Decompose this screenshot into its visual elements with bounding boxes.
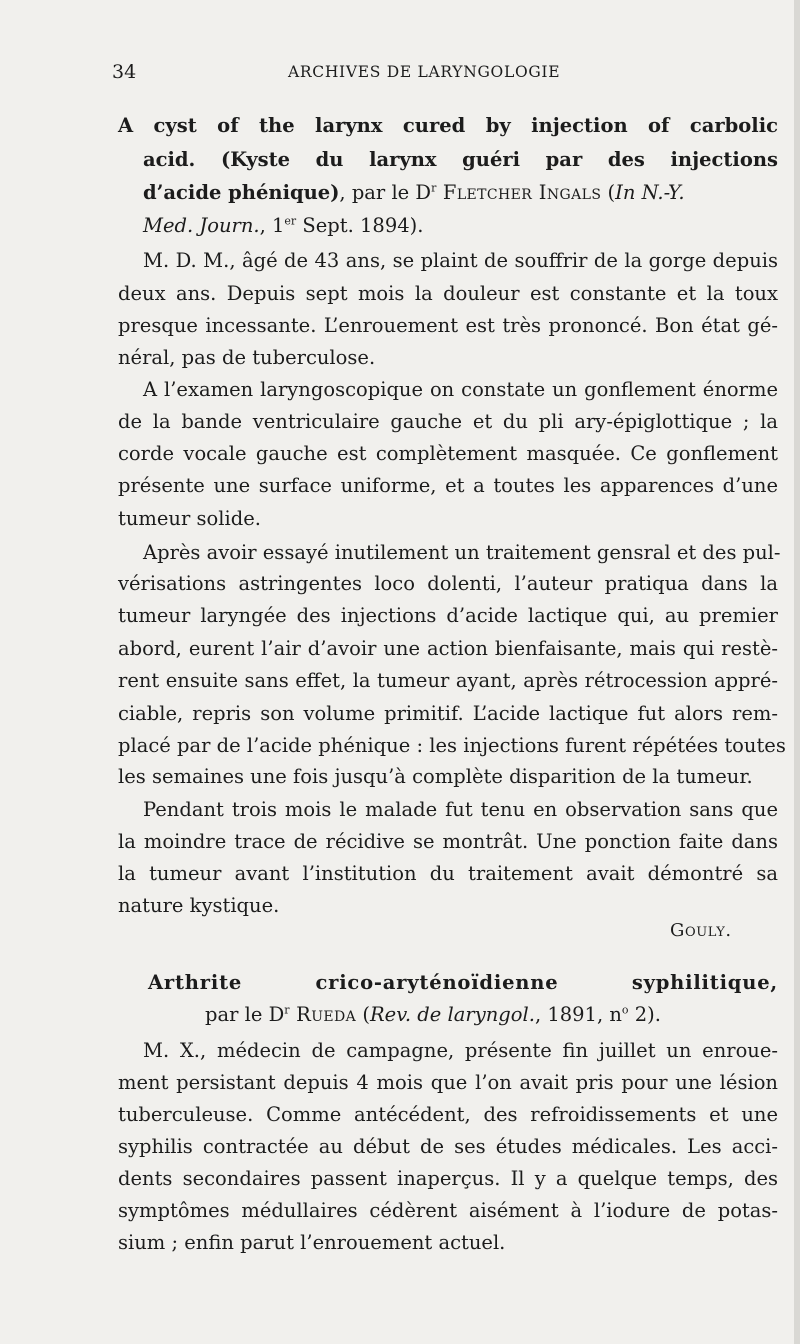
body-line: les semaines une fois jusqu’à complète disparition de la tumeur.: [118, 765, 753, 788]
author-name: Fletcher Ingals: [436, 181, 602, 204]
citation-text: par le D: [205, 1003, 285, 1026]
citation-text: 2).: [628, 1003, 661, 1026]
citation-sup: er: [284, 214, 297, 228]
body-line: presque incessante. L’enrouement est très prononcé. Bon état gé-: [118, 314, 778, 337]
body-line: ciable, repris son volume primitif. L’acide lactique fut alors rem-: [118, 702, 778, 725]
body-line: présente une surface uniforme, et a toutes les apparences d’une: [118, 474, 778, 497]
body-line: placé par de l’acide phénique : les injections furent répétées toutes: [118, 734, 786, 757]
body-line: de la bande ventriculaire gauche et du pli ary-épiglottique ; la: [118, 410, 778, 433]
body-line: vérisations astringentes loco dolenti, l’auteur pratiqua dans la: [118, 572, 778, 595]
body-line: corde vocale gauche est complètement masquée. Ce gonflement: [118, 442, 778, 465]
article1-title-line-1: A cyst of the larynx cured by injection of carbolic: [118, 114, 778, 137]
article2-title: Arthrite crico-aryténoïdienne syphilitique,: [148, 971, 778, 994]
body-line: nature kystique.: [118, 894, 280, 917]
citation-text: , 1: [259, 214, 285, 237]
journal-name: Med. Journ.: [143, 214, 260, 237]
article1-title-end: d’acide phénique): [143, 181, 340, 204]
body-line: tumeur solide.: [118, 507, 261, 530]
article1-title-line-2: acid. (Kyste du larynx guéri par des injections: [143, 148, 778, 171]
body-line: symptômes médullaires cédèrent aisément à l’iodure de potas-: [118, 1199, 778, 1222]
body-line: M. X., médecin de campagne, présente fin juillet un enroue-: [143, 1039, 778, 1062]
citation-sup: r: [431, 181, 437, 195]
body-line: ment persistant depuis 4 mois que l’on avait pris pour une lésion: [118, 1071, 778, 1094]
page-number: 34: [112, 61, 137, 83]
body-line: abord, eurent l’air d’avoir une action bienfaisante, mais qui restè-: [118, 637, 778, 660]
body-line: Après avoir essayé inutilement un traitement gensral et des pul-: [143, 541, 781, 564]
citation-text: Sept. 1894).: [296, 214, 424, 237]
body-line: rent ensuite sans effet, la tumeur ayant, après rétrocession appré-: [118, 669, 778, 692]
body-line: néral, pas de tuberculose.: [118, 346, 376, 369]
citation-sup: r: [284, 1003, 290, 1017]
body-line: dents secondaires passent inaperçus. Il y a quelque temps, des: [118, 1167, 778, 1190]
body-line: la moindre trace de récidive se montrât. Une ponction faite dans: [118, 830, 778, 853]
body-line: deux ans. Depuis sept mois la douleur est constante et la toux: [118, 282, 778, 305]
citation-sup: o: [621, 1003, 629, 1017]
citation-text: (: [601, 181, 616, 204]
journal-name: Rev. de laryngol.: [369, 1003, 535, 1026]
body-line: syphilis contractée au début de ses études médicales. Les acci-: [118, 1135, 778, 1158]
article1-citation-line-1: [143, 178, 778, 208]
citation-text: , 1891, n: [534, 1003, 622, 1026]
body-line: la tumeur avant l’institution du traitement avait démontré sa: [118, 862, 778, 885]
article1-citation-line-2: [143, 211, 778, 241]
running-head: [112, 61, 772, 87]
article2-byline: [205, 1000, 661, 1030]
journal-name: In N.-Y.: [615, 181, 685, 204]
citation-text: (: [356, 1003, 370, 1026]
body-line: Pendant trois mois le malade fut tenu en observation sans que: [143, 798, 778, 821]
author-name: Rueda: [289, 1003, 357, 1026]
body-line: A l’examen laryngoscopique on constate un gonflement énorme: [143, 378, 778, 401]
body-line: sium ; enfin parut l’enrouement actuel.: [118, 1231, 506, 1254]
body-line: M. D. M., âgé de 43 ans, se plaint de souffrir de la gorge depuis: [143, 249, 778, 272]
body-line: tuberculeuse. Comme antécédent, des refroidissements et une: [118, 1103, 778, 1126]
running-title: ARCHIVES DE LARYNGOLOGIE: [288, 63, 561, 81]
citation-text: , par le D: [339, 181, 432, 204]
body-line: tumeur laryngée des injections d’acide lactique qui, au premier: [118, 604, 778, 627]
author-signature: Gouly.: [670, 920, 732, 941]
page-edge: [794, 0, 800, 1344]
